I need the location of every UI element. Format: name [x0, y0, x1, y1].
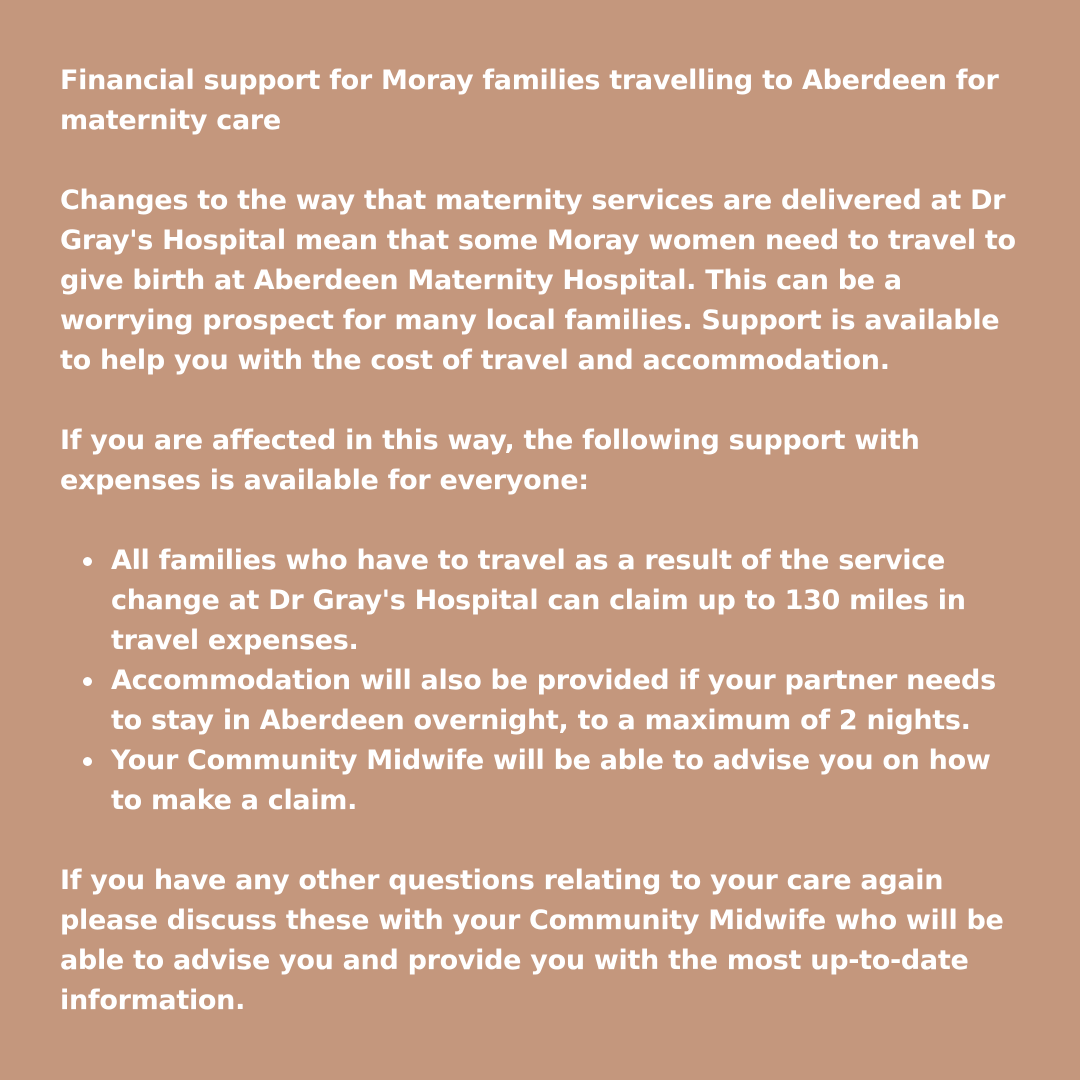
support-list-item: Accommodation will also be provided if your partner needs to stay in Aberdeen overnight, to a maximum of 2 nights.: [60, 661, 1030, 741]
support-list-item: Your Community Midwife will be able to advise you on how to make a claim.: [60, 741, 1030, 821]
intro-paragraph: Changes to the way that maternity services are delivered at Dr Gray's Hospital mean that some Moray women need to travel to give birth at Aberdeen Maternity Hospital. This can be a worrying prospect for many local families. Support is available to help you with the cost of travel and accommodation.: [60, 185, 1016, 376]
page-title: Financial support for Moray families travelling to Aberdeen for maternity care: [60, 65, 999, 136]
support-list-item: All families who have to travel as a result of the service change at Dr Gray's Hospital can claim up to 130 miles in travel expenses.: [60, 541, 1030, 661]
support-list: [60, 541, 1030, 821]
lead-in-paragraph: If you are affected in this way, the following support with expenses is available for everyone:: [60, 425, 920, 496]
closing-paragraph: If you have any other questions relating to your care again please discuss these with your Community Midwife who will be able to advise you and provide you with the most up-to-date information.: [60, 865, 1004, 1016]
